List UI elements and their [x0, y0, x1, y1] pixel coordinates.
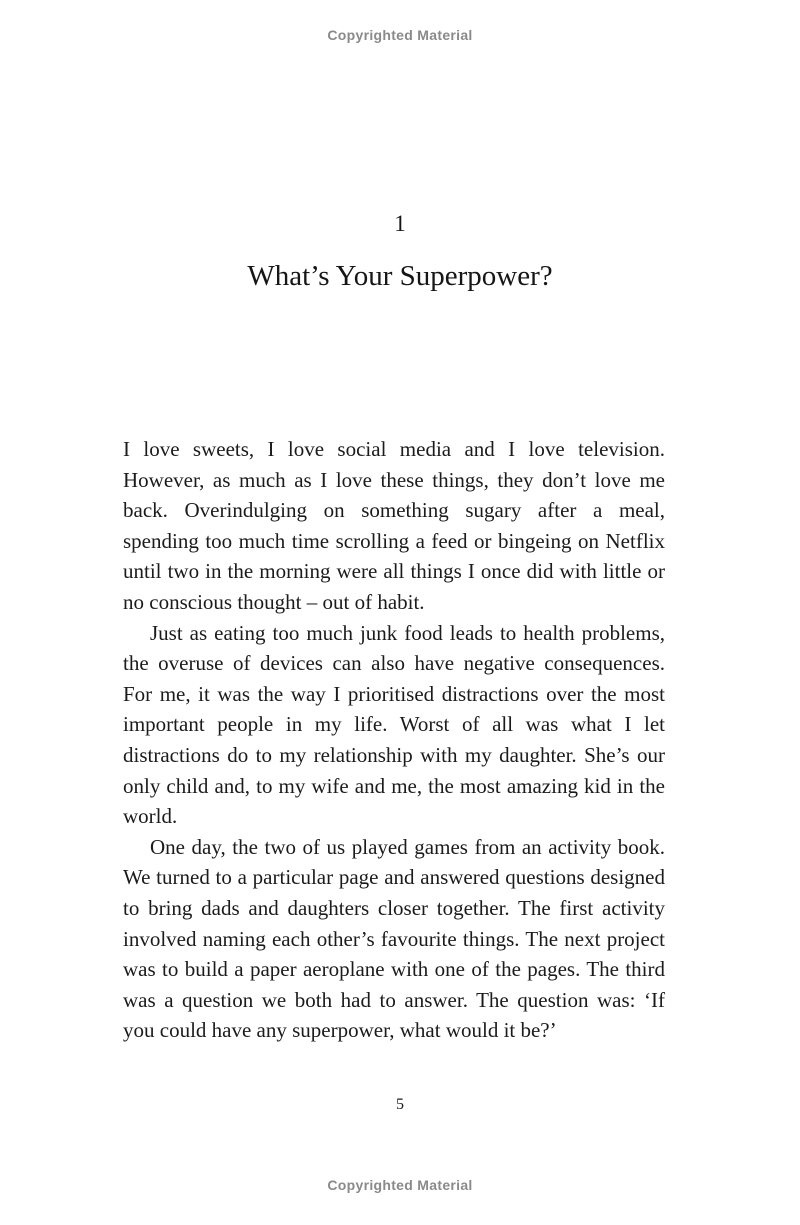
page-number: 5 [396, 1096, 404, 1113]
body-paragraph-2: Just as eating too much junk food leads to health problems, the overuse of devices can also have negative consequences. For me, it was the way I prioritised distractions over the most important people in my life. Worst of all was what I let distractions do to my relationship with my daughter. She’s our only child and, to my wife and me, the most amazing kid in the world. [123, 620, 665, 829]
chapter-title: What’s Your Superpower? [247, 260, 553, 292]
body-paragraph-3: One day, the two of us played games from an activity book. We turned to a particular page and answered questions designed to bring dads and daughters closer together. The first activity involved naming each other’s favourite things. The next project was to build a paper aeroplane with one of the pages. The third was a question we both had to answer. The question was: ‘If you could have any superpower, what would it be?’ [123, 834, 665, 1043]
body-paragraph-1: I love sweets, I love social media and I love television. However, as much as I love these things, they don’t love me back. Overindulging on something sugary after a meal, spending too much time scrolling a feed or bingeing on Netflix until two in the morning were all things I once did with little or no conscious thought – out of habit. [123, 437, 665, 614]
body-text-block [123, 434, 665, 1046]
chapter-number: 1 [394, 211, 406, 236]
copyright-notice-top: Copyrighted Material [327, 27, 473, 43]
copyright-notice-bottom: Copyrighted Material [327, 1177, 473, 1193]
